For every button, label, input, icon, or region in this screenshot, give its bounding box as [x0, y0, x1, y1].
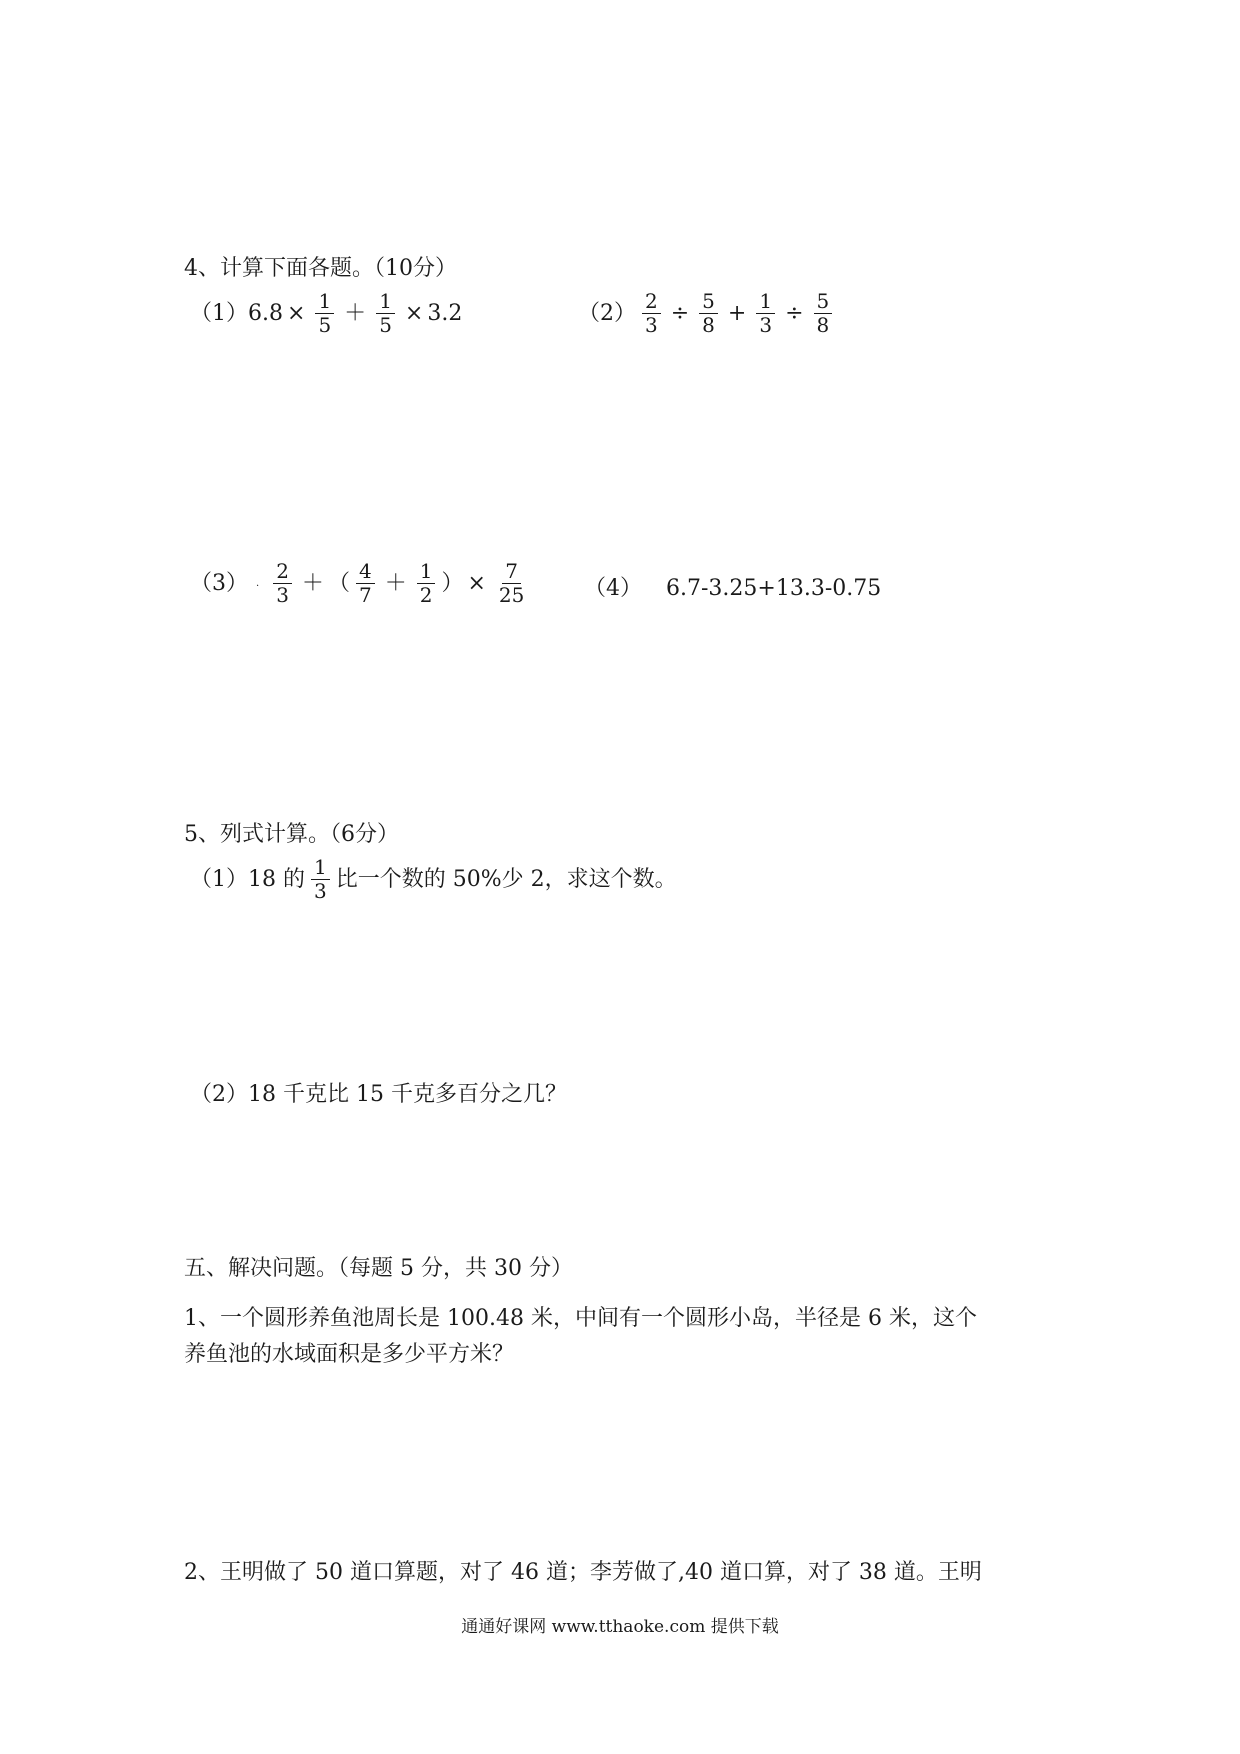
divide-sign: ÷ [670, 300, 690, 326]
times-sign: × [467, 570, 486, 596]
fraction: $\frac{2}{3}$ [642, 290, 661, 337]
left-paren: （ [327, 570, 350, 596]
q5-p1-pre: 18 的 [248, 866, 305, 892]
fraction: $\frac{1}{5}$ [376, 290, 395, 337]
divide-sign: ÷ [785, 300, 804, 326]
q4-problem-2 [578, 290, 838, 337]
q4-p4-label: （4） [584, 576, 642, 601]
right-paren: ） [441, 570, 464, 596]
fraction: $\frac{4}{7}$ [356, 560, 375, 607]
q4-p3-label: （3） [190, 570, 248, 596]
fraction: $\frac{7}{25}$ [498, 559, 525, 607]
q5-problem-2: （2）18 千克比 15 千克多百分之几？ [190, 1082, 567, 1107]
plus-sign: + [727, 300, 747, 326]
q5-p1-post: 比一个数的 50%少 2，求这个数。 [335, 866, 677, 892]
fraction: $\frac{1}{5}$ [315, 290, 334, 337]
times-sign: × [404, 300, 424, 326]
q4-heading: 4、计算下面各题。（10分） [184, 256, 457, 281]
q4-p1-a: 6.8 [248, 300, 283, 326]
q5-problem-1 [190, 856, 677, 903]
q4-p1-b: 3.2 [427, 300, 463, 326]
fraction: $\frac{1}{3}$ [311, 856, 330, 903]
q5-heading: 5、列式计算。（6分） [184, 822, 399, 847]
plus-sign: ＋ [344, 300, 367, 326]
section-5-heading: 五、解决问题。（每题 5 分，共 30 分） [184, 1256, 573, 1281]
q4-p4-expr: 6.7-3.25+13.3-0.75 [666, 576, 882, 601]
q4-problem-3 [190, 560, 533, 607]
q4-problem-1 [190, 290, 462, 337]
fraction: $\frac{2}{3}$ [273, 560, 292, 607]
q5-p1-label: （1） [190, 866, 248, 892]
q4-problem-4 [584, 578, 881, 600]
section-5-q1-line2: 养鱼池的水域面积是多少平方米？ [184, 1342, 515, 1367]
fraction: $\frac{1}{2}$ [417, 560, 436, 607]
section-5-q1-line1: 1、一个圆形养鱼池周长是 100.48 米，中间有一个圆形小岛，半径是 6 米，这个 [184, 1306, 977, 1331]
fraction: $\frac{1}{3}$ [756, 290, 775, 337]
fraction: $\frac{5}{8}$ [814, 290, 833, 337]
footer: 通通好课网 www.tthaoke.com 提供下载 [461, 1617, 779, 1637]
stray-dot: . [256, 577, 260, 589]
q4-p2-label: （2） [578, 300, 636, 326]
plus-sign: ＋ [301, 570, 324, 596]
plus-sign: ＋ [384, 570, 407, 596]
section-5-q2-line1: 2、王明做了 50 道口算题，对了 46 道；李芳做了,40 道口算，对了 38 道。王明 [184, 1560, 982, 1585]
q4-p1-label: （1） [190, 300, 248, 326]
times-sign: × [287, 300, 306, 326]
fraction: $\frac{5}{8}$ [699, 290, 718, 337]
